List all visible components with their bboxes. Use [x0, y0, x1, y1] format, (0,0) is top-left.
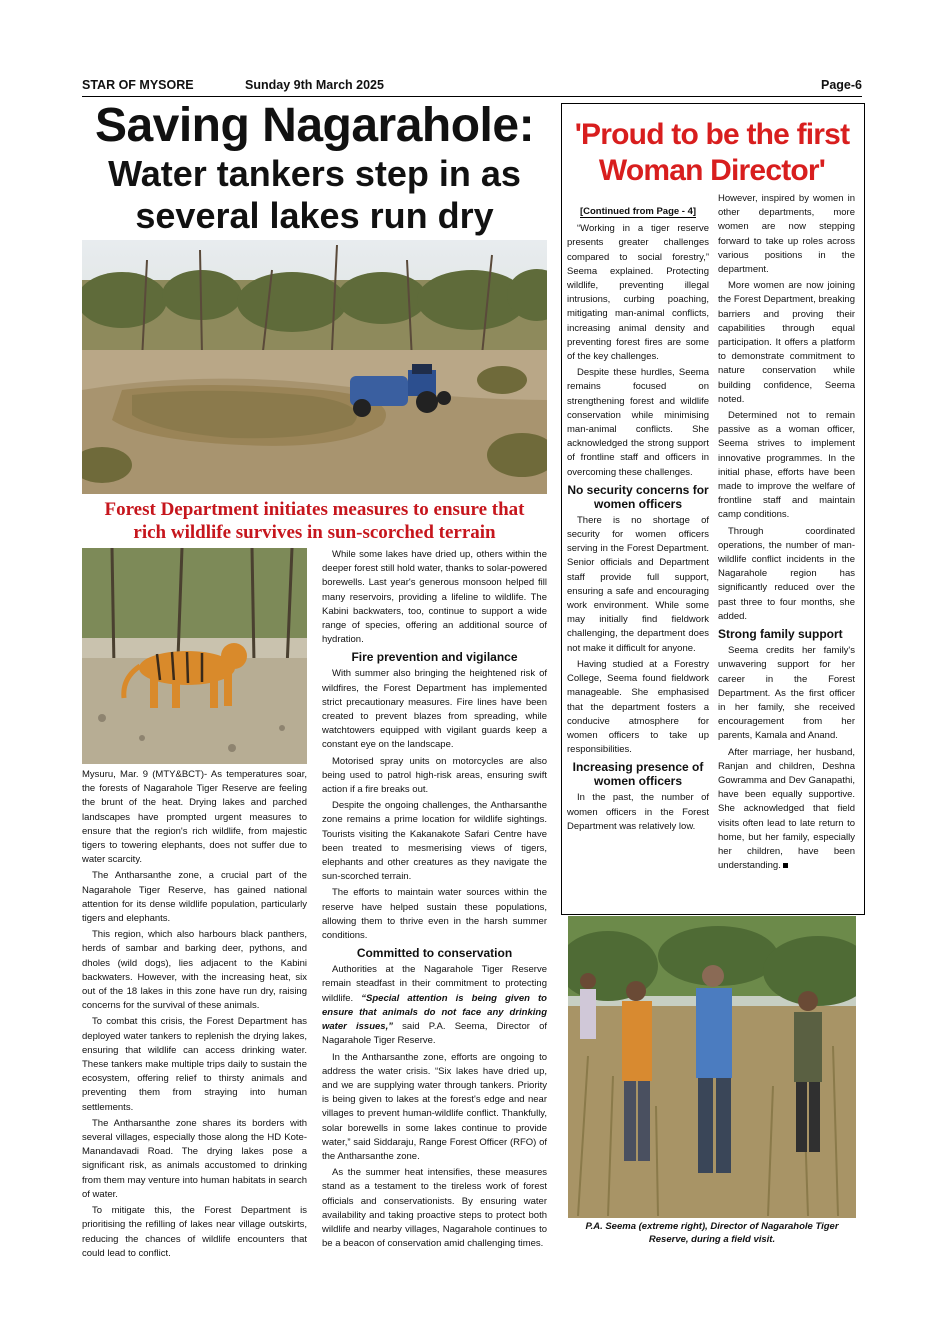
- paragraph: To mitigate this, the Forest Department is prioritising the refilling of lakes near village outskirts, reducing the chances of wildlife encounters that could lead to conflict.: [82, 1205, 307, 1259]
- paragraph: Despite the ongoing challenges, the Antharsanthe zone remains a prime location for wildlife sightings. Tourists visiting the Kakanakote Safari Centre have been treated to mesmerising views of tigers, elephants and other creatures as they navigate the sun-scorched terrain.: [322, 800, 547, 883]
- headline-main: Saving Nagarahole:: [94, 99, 535, 152]
- main-column-2: [322, 548, 547, 1253]
- sub-headline-line2: rich wildlife survives in sun-scorched terrain: [133, 522, 496, 543]
- paragraph: To combat this crisis, the Forest Department has deployed water tankers to replenish the drying lakes, ensuring that wildlife can access drinking water. These tankers make multiple trips daily to sustain the ecosystem, offering relief to thirsty animals and preventing them from straying into human settlements.: [82, 1016, 307, 1113]
- headline-line3: several lakes run dry: [135, 195, 494, 236]
- paragraph: The Antharsanthe zone, a crucial part of the Nagarahole Tiger Reserve, has gained national attention for its dense wildlife population, particularly tigers and elephants.: [82, 870, 307, 925]
- paragraph: Through coordinated operations, the number of man-wildlife conflict incidents in the Nagarahole region has significantly reduced over the past three to four months, she added.: [718, 525, 855, 622]
- end-mark-icon: [783, 863, 788, 868]
- paragraph: Motorised spray units on motorcycles are also being used to patrol high-risk areas, ensuring swift action if a fire breaks out.: [322, 755, 547, 796]
- continued-label: [Continued from Page - 4]: [579, 206, 697, 217]
- issue-date: Sunday 9th March 2025: [245, 78, 384, 92]
- page-number: Page-6: [821, 78, 862, 92]
- sidebar-headline-line1: 'Proud to be the first: [574, 118, 850, 151]
- paragraph: Mysuru, Mar. 9 (MTY&BCT)- As temperatures soar, the forests of Nagarahole Tiger Reserve are feeling the brunt of the heat. Drying lakes and parched landscapes have prompted urgent measures to ensure that the region's rich wildlife, from majestic tigers to towering elephants, does not suffer due to water scarcity.: [82, 769, 307, 866]
- field-visit-photo: [568, 916, 856, 1218]
- paragraph: There is no shortage of security for women officers serving in the Forest Department. Senior officials and Department staff provide full support, ensuring a safe and encouraging work environment. While some may initially find fieldwork challenging, the department does not make it difficult for anyone.: [567, 514, 709, 654]
- paragraph: However, inspired by women in other departments, more women are now stepping forward to take up roles across various positions in the department.: [718, 193, 855, 276]
- section-heading: Committed to conservation: [356, 946, 513, 961]
- paragraph-quote: [322, 963, 547, 1048]
- paragraph: In the past, the number of women officers in the Forest Department was relatively low.: [567, 792, 709, 832]
- paragraph: Determined not to remain passive as a woman officer, Seema strives to implement innovative programmes. In the initial phase, efforts have been made to improve the welfare of frontline staff and maintain camp conditions.: [718, 410, 855, 521]
- paragraph: Having studied at a Forestry College, Seema found fieldwork manageable. She emphasised that the department fosters a conducive atmosphere for women officers to take up responsibilities.: [567, 658, 709, 756]
- caption-text: (extreme right), Director of Nagarahole Tiger Reserve, during a field visit.: [635, 1221, 839, 1245]
- headline-line2: Water tankers step in as: [108, 153, 521, 194]
- section-heading: No security concerns for women officers: [567, 482, 709, 511]
- paragraph: More women are now joining the Forest Department, breaking barriers and proving their capabilities through equal participation. It offers a platform to demonstrate commitment to nature conservation while building confidence, Seema noted.: [718, 280, 855, 405]
- paragraph-text: After marriage, her husband, Ranjan and children, Deshna Gowramma and Dev Ganapathi, have been equally supportive. She acknowledged that field visits often lead to late return to home, but her family, especially her children, have been understanding.: [718, 746, 855, 872]
- paragraph: In the Antharsanthe zone, efforts are ongoing to address the water crisis. “Six lakes have dried up, and we are supplying water through tankers. Priority is being given to lakes at the forest's edge and near villages to prevent human-wildlife conflict. Thankfully, solar borewells in some lakes continue to provide water,” said Siddaraju, Range Forest Officer (RFO) of the Antharsanthe zone.: [322, 1051, 547, 1162]
- sidebar-headline: [561, 117, 863, 189]
- caption-name: P.A. Seema: [585, 1221, 636, 1232]
- sidebar-column-2: [718, 192, 855, 875]
- quote-attribution: said P.A. Seema, Director of Nagarahole Tiger Reserve.: [322, 1021, 548, 1047]
- continued-note: [567, 205, 709, 219]
- photo-caption: [568, 1220, 856, 1246]
- section-heading: Strong family support: [718, 627, 843, 642]
- paragraph: “Working in a tiger reserve presents greater challenges compared to social forestry,” Seema explained. Protecting wildlife, preventing illegal intrusions, curbing poaching, mitigating man-animal conflicts, increasing animal density and preventing forest fires are some of the key challenges.: [567, 223, 709, 363]
- paper-name: STAR OF MYSORE: [82, 78, 194, 92]
- paragraph: Seema credits her family's unwavering support for her career in the Forest Department. As the first officer in her family, she received encouragement from her parents, Kamala and Anand.: [718, 645, 855, 742]
- paragraph: While some lakes have dried up, others within the deeper forest still hold water, thanks to solar-powered borewells. Last year's generous monsoon helped fill many reservoirs, providing a lifeline to wildlife. The Kabini backwaters, too, continue to support a wide range of species, offering an additional source of hydration.: [322, 549, 547, 646]
- section-heading: Increasing presence of women officers: [572, 760, 704, 789]
- quote-lead: Authorities at the Nagarahole Tiger Reserve remain steadfast in their commitment to protecting wildlife.: [322, 964, 547, 1004]
- lake-tanker-photo: [82, 240, 547, 494]
- sidebar-column-1: [567, 205, 709, 836]
- director-quote: “Special attention is being given to ensure that animals do not face any drinking water issues,”: [322, 992, 547, 1033]
- paragraph: Despite these hurdles, Seema remains focused on strengthening forest and wildlife conservation while minimising man-animal conflicts. She acknowledged the strong support of frontline staff and officers in overcoming these challenges.: [567, 367, 709, 478]
- sub-headline: [82, 498, 547, 544]
- section-heading: Fire prevention and vigilance: [351, 650, 518, 665]
- paragraph: This region, which also harbours black panthers, herds of sambar and barking deer, pythons, and dholes (wild dogs), lies adjacent to the Kabini backwaters. However, with the increasing heat, six out of the 18 lakes in this zone have run dry, raising concerns for the survival of these animals.: [82, 929, 307, 1012]
- sub-headline-line1: Forest Department initiates measures to ensure that: [104, 499, 525, 520]
- paragraph: With summer also bringing the heightened risk of wildfires, the Forest Department has implemented strict precautionary measures. Fire lines have been created to prevent blazes from spreading, while watchtowers equipped with vigilant guards keep a constant eye on the landscape.: [322, 668, 547, 751]
- paragraph: As the summer heat intensifies, these measures stand as a testament to the tireless work of forest officials and conservationists. By ensuring water availability and taking proactive steps to protect both wildlife and nearby villages, Nagarahole continues to be a beacon of conservation amid challenging times.: [322, 1167, 547, 1250]
- main-column-1: [82, 768, 307, 1263]
- masthead: [82, 76, 862, 97]
- paragraph: [718, 746, 855, 874]
- paragraph: The efforts to maintain water sources within the reserve have helped sustain these populations, allowing them to thrive even in the harsh summer conditions.: [322, 887, 547, 942]
- sidebar-headline-line2: Woman Director': [598, 154, 826, 187]
- paragraph: The Antharsanthe zone shares its borders with several villages, especially those along the HD Kote-Manandavadi Road. The drying lakes pose a significant risk, as animals accustomed to drinking from them may venture into human habitats in search of water.: [82, 1117, 307, 1200]
- tiger-photo: [82, 548, 307, 764]
